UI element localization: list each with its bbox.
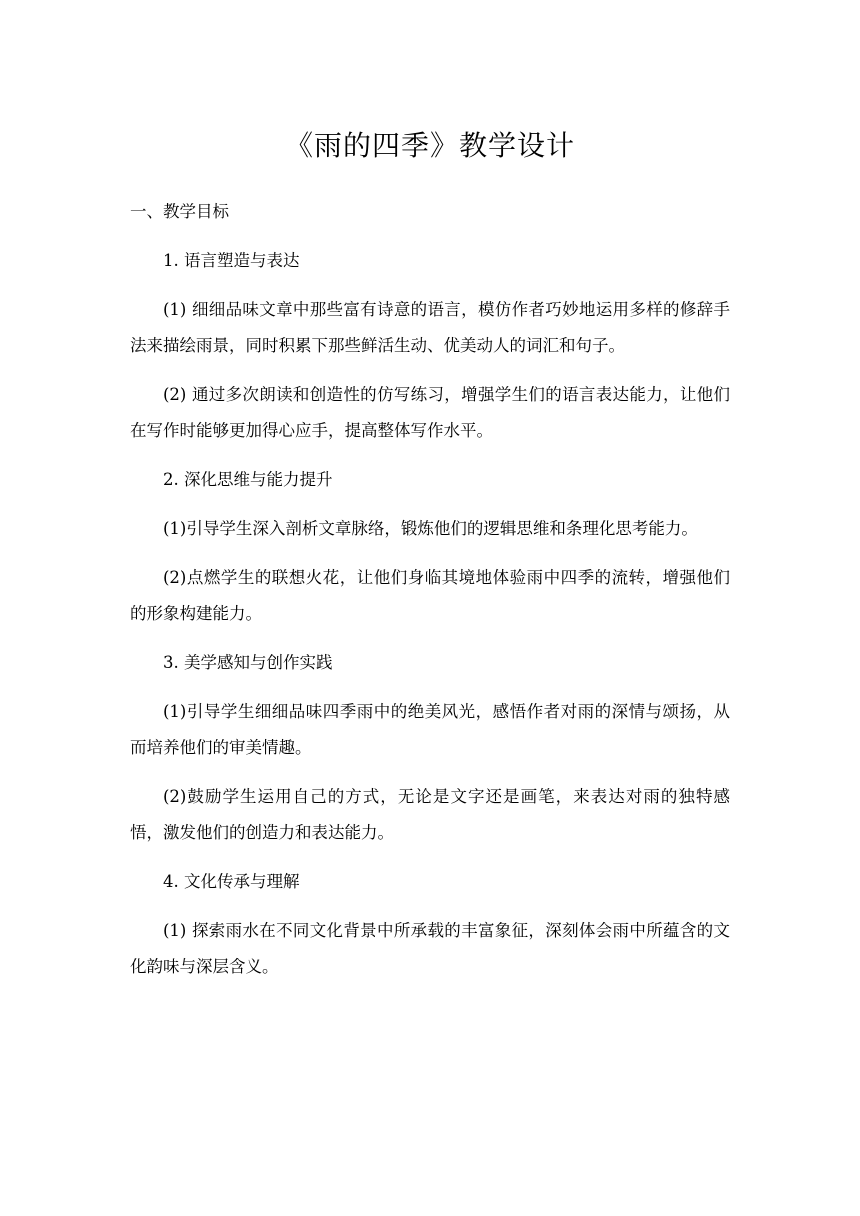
paragraph-aesthetics-1: (1)引导学生细细品味四季雨中的绝美风光，感悟作者对雨的深情与颂扬，从而培养他们的审美情趣。 xyxy=(130,702,730,757)
paragraph-language-2: (2) 通过多次朗读和创造性的仿写练习，增强学生们的语言表达能力，让他们在写作时能够更加得心应手，提高整体写作水平。 xyxy=(130,385,730,440)
paragraph-culture-1: (1) 探索雨水在不同文化背景中所承载的丰富象征，深刻体会雨中所蕴含的文化韵味与深层含义。 xyxy=(130,921,730,976)
subheading-culture: 4. 文化传承与理解 xyxy=(163,872,300,891)
subheading-language: 1. 语言塑造与表达 xyxy=(163,251,300,270)
paragraph-thinking-1: (1)引导学生深入剖析文章脉络，锻炼他们的逻辑思维和条理化思考能力。 xyxy=(163,519,698,538)
section-heading-teaching-goals: 一、教学目标 xyxy=(130,202,229,221)
subheading-thinking: 2. 深化思维与能力提升 xyxy=(163,470,333,489)
document-body xyxy=(130,194,730,998)
paragraph-language-1: (1) 细细品味文章中那些富有诗意的语言，模仿作者巧妙地运用多样的修辞手法来描绘雨景，同时积累下那些鲜活生动、优美动人的词汇和句子。 xyxy=(130,300,730,355)
paragraph-thinking-2: (2)点燃学生的联想火花，让他们身临其境地体验雨中四季的流转，增强他们的形象构建能力。 xyxy=(130,568,730,623)
document-title: 《雨的四季》教学设计 xyxy=(284,129,575,162)
subheading-aesthetics: 3. 美学感知与创作实践 xyxy=(163,653,333,672)
paragraph-aesthetics-2: (2)鼓励学生运用自己的方式，无论是文字还是画笔，来表达对雨的独特感悟，激发他们的创造力和表达能力。 xyxy=(130,787,730,842)
